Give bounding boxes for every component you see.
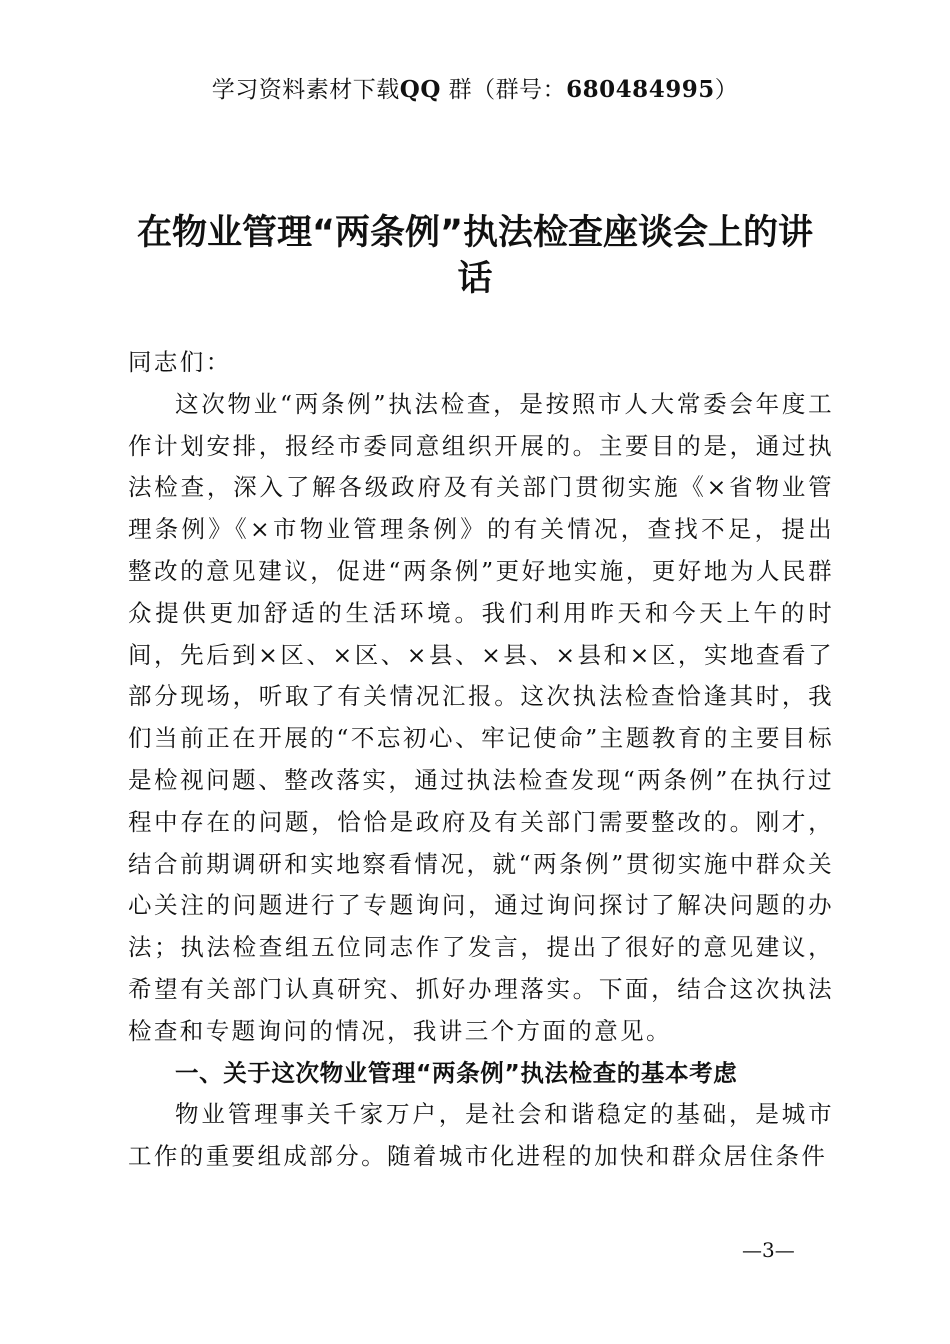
banner-group-number: 680484995 (566, 76, 715, 103)
banner-suffix: ） (714, 77, 739, 103)
body-paragraph: 这次物业“两条例”执法检查，是按照市人大常委会年度工作计划安排，报经市委同意组织开展的。主要目的是，通过执法检查，深入了解各级政府及有关部门贯彻实施《×省物业管理条例》《×市物业管理条例》的有关情况，查找不足，提出整改的意见建议，促进“两条例”更好地实施，更好地为人民群众提供更加舒适的生活环境。我们利用昨天和今天上午的时间，先后到×区、×区、×县、×县、×县和×区，实地查看了部分现场，听取了有关情况汇报。这次执法检查恰逢其时，我们当前正在开展的“不忘初心、牢记使命”主题教育的主要目标是检视问题、整改落实，通过执法检查发现“两条例”在执行过程中存在的问题，恰恰是政府及有关部门需要整改的。刚才，结合前期调研和实地察看情况，就“两条例”贯彻实施中群众关心关注的问题进行了专题询问，通过询问探讨了解决问题的办法；执法检查组五位同志作了发言，提出了很好的意见建议，希望有关部门认真研究、抓好办理落实。下面，结合这次执法检查和专题询问的情况，我讲三个方面的意见。 (128, 389, 834, 1045)
banner-qq: QQ (399, 76, 441, 103)
section-heading: 一、关于这次物业管理“两条例”执法检查的基本考虑 (175, 1058, 738, 1087)
document-title: 在物业管理“两条例”执法检查座谈会上的讲话 (136, 213, 813, 299)
document-body (128, 342, 834, 1178)
body-paragraph: 物业管理事关千家万户，是社会和谐稳定的基础，是城市工作的重要组成部分。随着城市化进程的加快和群众居住条件 (128, 1100, 834, 1171)
download-banner (0, 74, 950, 106)
banner-prefix: 学习资料素材下载 (211, 77, 400, 103)
salutation: 同志们： (128, 348, 232, 376)
page-number: —3— (742, 1238, 795, 1262)
banner-group-label: 群（群号： (440, 77, 567, 103)
